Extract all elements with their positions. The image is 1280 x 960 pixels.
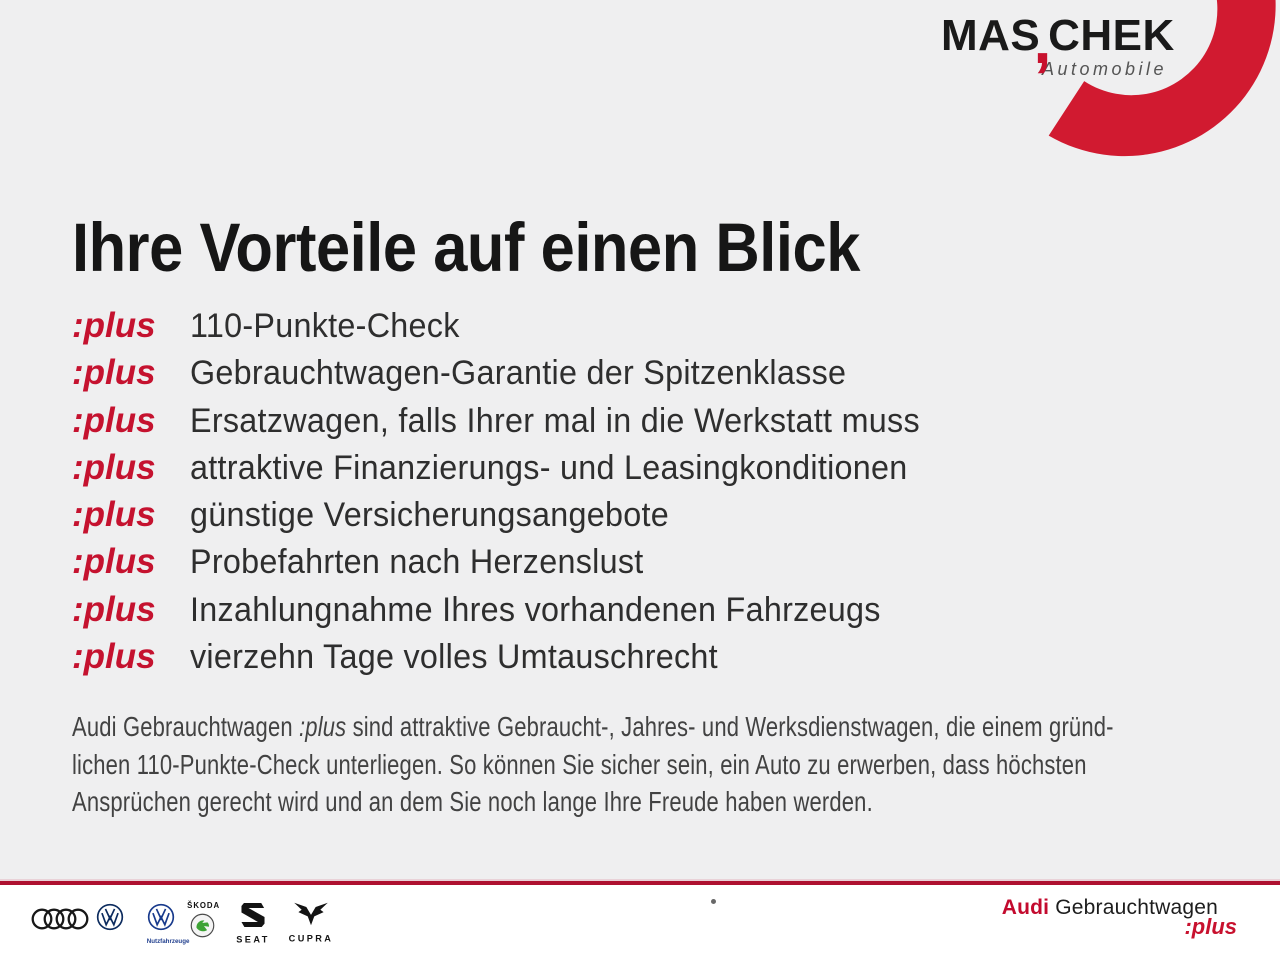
description-line bbox=[72, 708, 1114, 746]
seat-s-icon bbox=[239, 901, 267, 929]
skoda-label: ŠKODA bbox=[187, 902, 221, 911]
audi-gebrauchtwagen-plus bbox=[1001, 896, 1237, 939]
description-line: Ansprüchen gerecht wird und an dem Sie noch lange Ihre Freude haben werden. bbox=[72, 786, 873, 817]
seat-label: SEAT bbox=[236, 935, 270, 946]
seat-logo bbox=[228, 901, 278, 946]
page-title: Ihre Vorteile auf einen Blick bbox=[72, 209, 860, 286]
audi-brand-text: Audi bbox=[1001, 896, 1050, 919]
benefit-item bbox=[72, 349, 958, 396]
benefit-item bbox=[72, 538, 958, 585]
benefit-text: vierzehn Tage volles Umtauschrecht bbox=[190, 638, 718, 677]
benefit-item bbox=[72, 302, 958, 349]
benefit-item bbox=[72, 633, 958, 680]
maschek-wordmark-right: CHEK bbox=[1048, 11, 1175, 60]
footer-divider bbox=[0, 881, 1280, 885]
benefit-item bbox=[72, 397, 958, 444]
benefit-item bbox=[72, 491, 958, 538]
benefit-text: günstige Versicherungsangebote bbox=[190, 496, 670, 535]
audi-rings-icon bbox=[31, 906, 89, 932]
skoda-winged-arrow-icon bbox=[190, 913, 215, 938]
vw-icon bbox=[147, 903, 175, 931]
description-text: sind attraktive Gebraucht-, Jahres- und Werksdienstwagen, die einem gründ- bbox=[346, 711, 1114, 742]
maschek-wordmark-left: MAS bbox=[941, 11, 1041, 60]
plus-bullet: :plus bbox=[72, 495, 156, 535]
maschek-logo bbox=[941, 3, 1181, 80]
plus-badge-text: :plus bbox=[1184, 914, 1237, 939]
plus-bullet: :plus bbox=[72, 542, 156, 582]
artifact-dot bbox=[711, 899, 716, 904]
benefit-text: Probefahrten nach Herzenslust bbox=[190, 543, 644, 582]
benefit-item bbox=[72, 444, 958, 491]
vw-nutzfahrzeuge-label: Nutzfahrzeuge bbox=[146, 938, 190, 945]
benefit-text: 110-Punkte-Check bbox=[190, 307, 460, 345]
plus-bullet: :plus bbox=[72, 637, 156, 677]
benefits-list bbox=[72, 302, 958, 680]
benefit-text: Inzahlungnahme Ihres vorhandenen Fahrzeugs bbox=[190, 590, 881, 629]
plus-bullet: :plus bbox=[72, 353, 156, 393]
audi-logo bbox=[31, 906, 89, 937]
benefit-text: Gebrauchtwagen-Garantie der Spitzenklasse bbox=[190, 354, 847, 393]
benefit-text: Ersatzwagen, falls Ihrer mal in die Werkstatt muss bbox=[190, 401, 920, 440]
cupra-emblem-icon bbox=[292, 900, 330, 928]
plus-bullet: :plus bbox=[72, 400, 156, 440]
skoda-logo bbox=[183, 902, 221, 943]
vw-nutzfahrzeuge-logo bbox=[138, 903, 190, 949]
plus-bullet: :plus bbox=[72, 447, 156, 487]
plus-bullet: :plus bbox=[72, 306, 156, 345]
vw-icon bbox=[96, 903, 124, 931]
cupra-label: CUPRA bbox=[288, 934, 334, 945]
benefit-text: attraktive Finanzierungs- und Leasingkonditionen bbox=[190, 448, 908, 487]
description-plus: :plus bbox=[299, 711, 347, 742]
description-line: lichen 110-Punkte-Check unterliegen. So können Sie sicher sein, ein Auto zu erwerben, dass höchsten bbox=[72, 748, 1087, 780]
plus-bullet: :plus bbox=[72, 589, 156, 629]
vw-logo bbox=[96, 903, 124, 936]
description-paragraph bbox=[72, 708, 1280, 821]
maschek-comma-icon: , bbox=[1033, 3, 1053, 77]
cupra-logo bbox=[280, 900, 342, 945]
maschek-subtitle: Automobile bbox=[1041, 59, 1167, 79]
benefit-item bbox=[72, 586, 958, 633]
description-text: Audi Gebrauchtwagen bbox=[72, 711, 300, 742]
gebrauchtwagen-text: Gebrauchtwagen bbox=[1055, 896, 1218, 919]
